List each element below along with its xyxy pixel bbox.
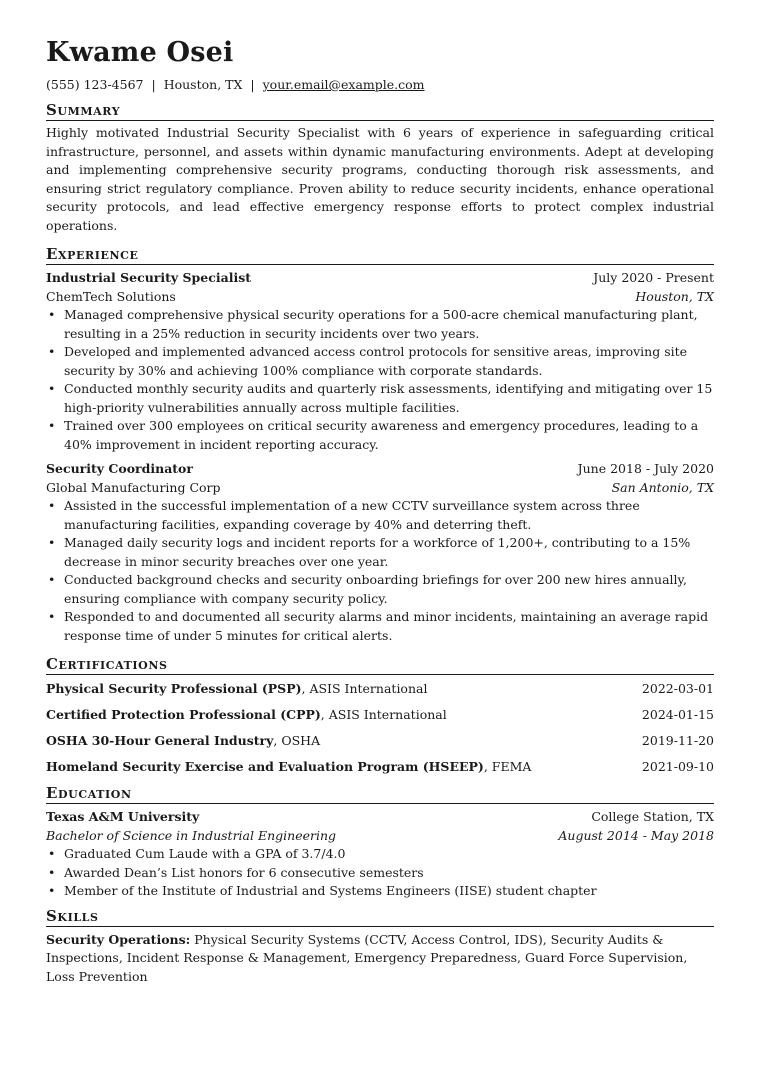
summary-text: Highly motivated Industrial Security Specialist with 6 years of experience in safeguarding critical infrastructure, personnel, and assets within dynamic manufacturing environments. Adept at developing and implementing comprehensive security programs, conducting thorough risk assessments, and ensuring strict regulatory compliance. Proven ability to reduce security incidents, enhance operational security protocols, and lead effective emergency response efforts to protect complex industrial operations. xyxy=(46,125,714,233)
job-location: San Antonio, TX xyxy=(611,479,714,495)
education-heading: Education xyxy=(46,784,714,804)
job-dates: July 2020 - Present xyxy=(593,270,714,285)
education-entry xyxy=(46,808,714,901)
certifications-heading: Certifications xyxy=(46,655,714,675)
certification-date: 2019-11-20 xyxy=(641,733,714,748)
job-role: Industrial Security Specialist xyxy=(46,270,251,285)
bullet-item: • Managed comprehensive physical security operations for a 500-acre chemical manufacturing plant, resulting in a 25% reduction in security incidents over two years. xyxy=(46,306,714,343)
certification-name: Physical Security Professional (PSP) xyxy=(46,681,302,696)
certification-date: 2022-03-01 xyxy=(641,681,714,696)
job-company-row xyxy=(46,479,714,498)
job-company: Global Manufacturing Corp xyxy=(46,479,221,495)
job-entry xyxy=(46,460,714,645)
certification-issuer: , FEMA xyxy=(483,759,532,774)
bullet-item: • Managed daily security logs and incident reports for a workforce of 1,200+, contributing to a 15% decrease in minor security breaches over one year. xyxy=(46,534,714,571)
school-location: College Station, TX xyxy=(591,809,714,824)
skills-list: Physical Security Systems (CCTV, Access Control, IDS), Security Audits & Inspections, Incident Response & Management, Emergency Preparedness, Guard Force Supervision, Loss Prevention xyxy=(46,931,688,984)
certification-issuer: , ASIS International xyxy=(320,707,447,722)
bullet-item: • Conducted monthly security audits and quarterly risk assessments, identifying and mitigating over 15 high-priority vulnerabilities annually across multiple facilities. xyxy=(46,380,714,417)
job-role: Security Coordinator xyxy=(46,461,193,476)
certification-item xyxy=(46,676,714,702)
bullet-item: • Trained over 300 employees on critical security awareness and emergency procedures, leading to a 40% improvement in incident reporting accuracy. xyxy=(46,417,714,454)
email-link[interactable]: your.email@example.com xyxy=(262,77,425,92)
bullet-item: • Developed and implemented advanced access control protocols for sensitive areas, improving site security by 30% and achieving 100% compliance with corporate standards. xyxy=(46,343,714,380)
certification-issuer: , OSHA xyxy=(273,733,321,748)
bullet-item: • Graduated Cum Laude with a GPA of 3.7/4.0 xyxy=(46,845,714,864)
bullet-item: • Assisted in the successful implementation of a new CCTV surveillance system across three manufacturing facilities, expanding coverage by 40% and deterring theft. xyxy=(46,497,714,534)
certification-name: Certified Protection Professional (CPP) xyxy=(46,707,321,722)
bullet-item: • Member of the Institute of Industrial and Systems Engineers (IISE) student chapter xyxy=(46,882,714,901)
job-entry xyxy=(46,269,714,454)
location: Houston, TX xyxy=(163,77,243,92)
certification-date: 2024-01-15 xyxy=(641,707,714,722)
skills-category-label: Security Operations: xyxy=(46,931,191,947)
education-bullets xyxy=(46,845,714,901)
bullet-item: • Conducted background checks and security onboarding briefings for over 200 new hires annually, ensuring compliance with company security policy. xyxy=(46,571,714,608)
certifications-list xyxy=(46,676,714,780)
contact-separator: | xyxy=(250,77,255,92)
school-row xyxy=(46,808,714,827)
contact-separator: | xyxy=(151,77,156,92)
degree-row xyxy=(46,827,714,846)
certification-item xyxy=(46,702,714,728)
certification-item xyxy=(46,754,714,780)
certification-item xyxy=(46,728,714,754)
bullet-item: • Awarded Dean’s List honors for 6 consecutive semesters xyxy=(46,864,714,883)
certification-issuer: , ASIS International xyxy=(301,681,428,696)
job-title-row xyxy=(46,460,714,479)
certification-date: 2021-09-10 xyxy=(641,759,714,774)
candidate-name: Kwame Osei xyxy=(46,37,234,68)
experience-heading: Experience xyxy=(46,245,714,265)
job-location: Houston, TX xyxy=(635,288,714,304)
degree-name: Bachelor of Science in Industrial Engineering xyxy=(46,827,337,843)
education-dates: August 2014 - May 2018 xyxy=(558,827,714,843)
job-company: ChemTech Solutions xyxy=(46,288,176,304)
skills-text xyxy=(46,931,714,987)
job-title-row xyxy=(46,269,714,288)
job-bullets xyxy=(46,306,714,454)
summary-heading: Summary xyxy=(46,101,714,121)
phone: (555) 123-4567 xyxy=(46,77,144,92)
certification-name: Homeland Security Exercise and Evaluation Program (HSEEP) xyxy=(46,759,484,774)
skills-heading: Skills xyxy=(46,907,714,927)
school-name: Texas A&M University xyxy=(46,809,200,824)
job-company-row xyxy=(46,288,714,307)
resume-page xyxy=(46,36,714,986)
job-bullets xyxy=(46,497,714,645)
contact-line xyxy=(46,76,714,94)
certification-name: OSHA 30-Hour General Industry xyxy=(46,733,274,748)
bullet-item: • Responded to and documented all security alarms and minor incidents, maintaining an average rapid response time of under 5 minutes for critical alerts. xyxy=(46,608,714,645)
job-dates: June 2018 - July 2020 xyxy=(577,461,714,476)
